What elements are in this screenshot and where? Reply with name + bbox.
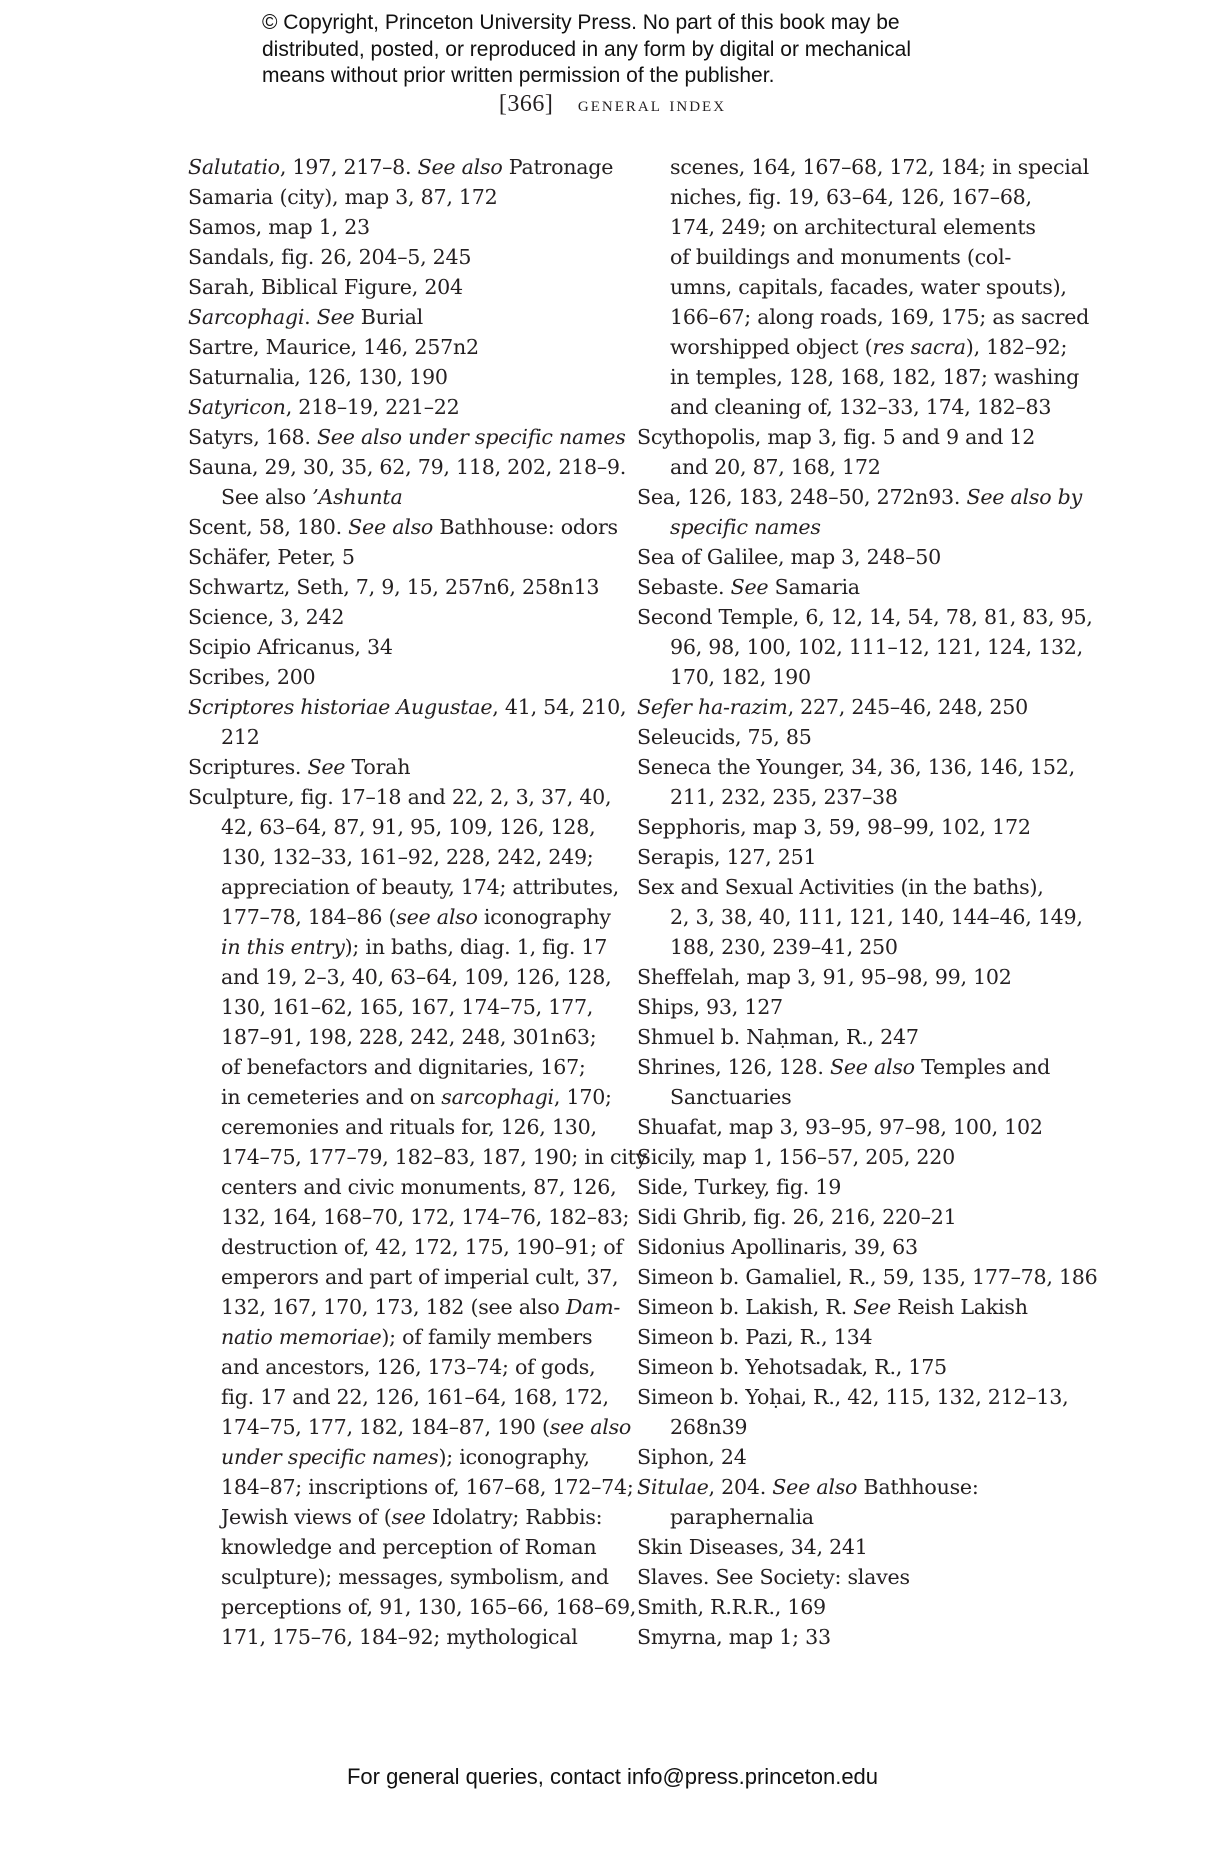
- index-entry-continuation: 174–75, 177, 182, 184–87, 190 (see also: [221, 1415, 632, 1439]
- index-entry: Shrines, 126, 128. See also Temples and: [637, 1055, 1051, 1079]
- index-entry: Sculpture, fig. 17–18 and 22, 2, 3, 37, 40,: [188, 785, 612, 809]
- index-entry-continuation: 174–75, 177–79, 182–83, 187, 190; in city: [221, 1145, 648, 1169]
- index-entry: Sarah, Biblical Figure, 204: [188, 275, 463, 299]
- index-entry: Simeon b. Yehotsadak, R., 175: [637, 1355, 947, 1379]
- page-number: [366]: [498, 91, 554, 117]
- index-entry-continuation: fig. 17 and 22, 126, 161–64, 168, 172,: [221, 1385, 609, 1409]
- index-column-right: [637, 152, 1098, 1652]
- index-entry: Shmuel b. Naḥman, R., 247: [637, 1025, 919, 1049]
- index-entry: Samaria (city), map 3, 87, 172: [188, 185, 498, 209]
- copyright-notice: [262, 10, 1022, 90]
- index-entry: Situlae, 204. See also Bathhouse:: [637, 1475, 979, 1499]
- index-entry: Sartre, Maurice, 146, 257n2: [188, 335, 479, 359]
- index-entry: Samos, map 1, 23: [188, 215, 370, 239]
- index-entry-continuation: 130, 132–33, 161–92, 228, 242, 249;: [221, 845, 594, 869]
- index-entry: Scipio Africanus, 34: [188, 635, 393, 659]
- running-head: [0, 91, 1225, 118]
- index-entry: Salutatio, 197, 217–8. See also Patronage: [188, 155, 614, 179]
- index-entry-continuation: 177–78, 184–86 (see also iconography: [221, 905, 611, 929]
- index-entry: Sauna, 29, 30, 35, 62, 79, 118, 202, 218–9.: [188, 455, 627, 479]
- index-entry: Schäfer, Peter, 5: [188, 545, 355, 569]
- index-entry-continuation: natio memoriae); of family members: [221, 1325, 593, 1349]
- index-entry: Seleucids, 75, 85: [637, 725, 812, 749]
- index-entry-continuation: under specific names); iconography,: [221, 1445, 590, 1469]
- index-entry-continuation: in cemeteries and on sarcophagi, 170;: [221, 1085, 612, 1109]
- index-entry-continuation: 174, 249; on architectural elements: [670, 215, 1036, 239]
- index-entry-continuation: of benefactors and dignitaries, 167;: [221, 1055, 586, 1079]
- index-entry-continuation: centers and civic monuments, 87, 126,: [221, 1175, 617, 1199]
- index-entry: Simeon b. Gamaliel, R., 59, 135, 177–78, 186: [637, 1265, 1098, 1289]
- index-entry-continuation: sculpture); messages, symbolism, and: [221, 1565, 609, 1589]
- index-entry-continuation: 171, 175–76, 184–92; mythological: [221, 1625, 578, 1649]
- index-entry: Sidi Ghrib, fig. 26, 216, 220–21: [637, 1205, 957, 1229]
- index-column-left: [188, 152, 648, 1652]
- index-entry: Scriptures. See Torah: [188, 755, 411, 779]
- index-entry-continuation: perceptions of, 91, 130, 165–66, 168–69,: [221, 1595, 637, 1619]
- index-entry: Sefer ha-razim, 227, 245–46, 248, 250: [637, 695, 1028, 719]
- index-entry-continuation: specific names: [670, 515, 821, 539]
- index-entry-continuation: 132, 164, 168–70, 172, 174–76, 182–83;: [221, 1205, 630, 1229]
- index-entry-continuation: ceremonies and rituals for, 126, 130,: [221, 1115, 597, 1139]
- copyright-line: means without prior written permission of the publisher.: [262, 64, 775, 87]
- index-entry: Sebaste. See Samaria: [637, 575, 860, 599]
- index-entry: Side, Turkey, fig. 19: [637, 1175, 842, 1199]
- copyright-line: © Copyright, Princeton University Press. No part of this book may be: [262, 11, 900, 34]
- index-entry-continuation: scenes, 164, 167–68, 172, 184; in special: [670, 155, 1089, 179]
- index-entry: Schwartz, Seth, 7, 9, 15, 257n6, 258n13: [188, 575, 600, 599]
- index-entry-continuation: and ancestors, 126, 173–74; of gods,: [221, 1355, 596, 1379]
- page-title: general index: [577, 91, 727, 116]
- index-entry: Smyrna, map 1; 33: [637, 1625, 831, 1649]
- index-entry-continuation: 42, 63–64, 87, 91, 95, 109, 126, 128,: [221, 815, 596, 839]
- index-entry: Simeon b. Pazi, R., 134: [637, 1325, 873, 1349]
- index-entry-continuation: 2, 3, 38, 40, 111, 121, 140, 144–46, 149,: [670, 905, 1083, 929]
- index-entry: Second Temple, 6, 12, 14, 54, 78, 81, 83, 95,: [637, 605, 1093, 629]
- index-entry: Sidonius Apollinaris, 39, 63: [637, 1235, 918, 1259]
- index-entry: Simeon b. Lakish, R. See Reish Lakish: [637, 1295, 1028, 1319]
- index-entry-continuation: and cleaning of, 132–33, 174, 182–83: [670, 395, 1052, 419]
- index-entry-continuation: paraphernalia: [670, 1505, 814, 1529]
- index-entry-continuation: 184–87; inscriptions of, 167–68, 172–74;: [221, 1475, 634, 1499]
- index-entry-continuation: 166–67; along roads, 169, 175; as sacred: [670, 305, 1090, 329]
- index-entry: Slaves. See Society: slaves: [637, 1565, 910, 1589]
- index-entry: Scythopolis, map 3, fig. 5 and 9 and 12: [637, 425, 1036, 449]
- index-entry-continuation: emperors and part of imperial cult, 37,: [221, 1265, 619, 1289]
- index-entry: Sicily, map 1, 156–57, 205, 220: [637, 1145, 955, 1169]
- index-entry: Sepphoris, map 3, 59, 98–99, 102, 172: [637, 815, 1031, 839]
- index-entry: Saturnalia, 126, 130, 190: [188, 365, 448, 389]
- index-entry-continuation: in this entry); in baths, diag. 1, fig. 17: [221, 935, 608, 959]
- footer-contact: For general queries, contact info@press.princeton.edu: [346, 1764, 879, 1789]
- index-entry: Scriptores historiae Augustae, 41, 54, 210,: [188, 695, 627, 719]
- index-entry-continuation: of buildings and monuments (col-: [670, 245, 1012, 269]
- index-entry-continuation: Jewish views of (see Idolatry; Rabbis:: [221, 1505, 603, 1529]
- index-entry-continuation: niches, fig. 19, 63–64, 126, 167–68,: [670, 185, 1032, 209]
- index-entry-continuation: worshipped object (res sacra), 182–92;: [670, 335, 1068, 359]
- index-entry-continuation: 268n39: [670, 1415, 748, 1439]
- index-entry: Sea of Galilee, map 3, 248–50: [637, 545, 941, 569]
- index-entry: Serapis, 127, 251: [637, 845, 817, 869]
- index-entry-continuation: 211, 232, 235, 237–38: [670, 785, 898, 809]
- index-entry: Sandals, fig. 26, 204–5, 245: [188, 245, 472, 269]
- index-entry: Skin Diseases, 34, 241: [637, 1535, 868, 1559]
- index-entry: Scribes, 200: [188, 665, 316, 689]
- index-entry: Sex and Sexual Activities (in the baths),: [637, 875, 1044, 899]
- index-entry: Sea, 126, 183, 248–50, 272n93. See also by: [637, 485, 1082, 509]
- index-entry-continuation: knowledge and perception of Roman: [221, 1535, 597, 1559]
- index-entry-continuation: umns, capitals, facades, water spouts),: [670, 275, 1067, 299]
- copyright-line: distributed, posted, or reproduced in any form by digital or mechanical: [262, 37, 912, 61]
- index-entry-continuation: and 19, 2–3, 40, 63–64, 109, 126, 128,: [221, 965, 612, 989]
- index-entry: Smith, R.R.R., 169: [637, 1595, 826, 1619]
- index-entry-continuation: 212: [221, 725, 260, 749]
- index-entry: Satyrs, 168. See also under specific names: [188, 425, 626, 449]
- index-entry: Satyricon, 218–19, 221–22: [188, 395, 460, 419]
- index-entry: Scent, 58, 180. See also Bathhouse: odors: [188, 515, 618, 539]
- index-entry-continuation: 130, 161–62, 165, 167, 174–75, 177,: [221, 995, 594, 1019]
- index-entry: Sheffelah, map 3, 91, 95–98, 99, 102: [637, 965, 1012, 989]
- index-entry: Ships, 93, 127: [637, 995, 783, 1019]
- index-entry-continuation: Sanctuaries: [670, 1085, 792, 1109]
- index-entry-continuation: 132, 167, 170, 173, 182 (see also Dam-: [221, 1295, 621, 1319]
- index-entry-continuation: 170, 182, 190: [670, 665, 811, 689]
- index-entry: Simeon b. Yoḥai, R., 42, 115, 132, 212–13,: [637, 1385, 1069, 1409]
- index-entry-continuation: 188, 230, 239–41, 250: [670, 935, 898, 959]
- index-entry-continuation: in temples, 128, 168, 182, 187; washing: [670, 365, 1080, 389]
- index-entry: Seneca the Younger, 34, 36, 136, 146, 152,: [637, 755, 1075, 779]
- index-entry: Science, 3, 242: [188, 605, 345, 629]
- index-entry: Sarcophagi. See Burial: [188, 305, 423, 329]
- index-entry-continuation: and 20, 87, 168, 172: [670, 455, 881, 479]
- index-entry-continuation: destruction of, 42, 172, 175, 190–91; of: [221, 1235, 623, 1259]
- index-entry-continuation: 96, 98, 100, 102, 111–12, 121, 124, 132,: [670, 635, 1083, 659]
- index-entry: Shuafat, map 3, 93–95, 97–98, 100, 102: [637, 1115, 1043, 1139]
- index-entry-continuation: See also ’Ashunta: [221, 485, 403, 509]
- index-entry-continuation: appreciation of beauty, 174; attributes,: [221, 875, 619, 899]
- index-entry-continuation: 187–91, 198, 228, 242, 248, 301n63;: [221, 1025, 597, 1049]
- index-entry: Siphon, 24: [637, 1445, 747, 1469]
